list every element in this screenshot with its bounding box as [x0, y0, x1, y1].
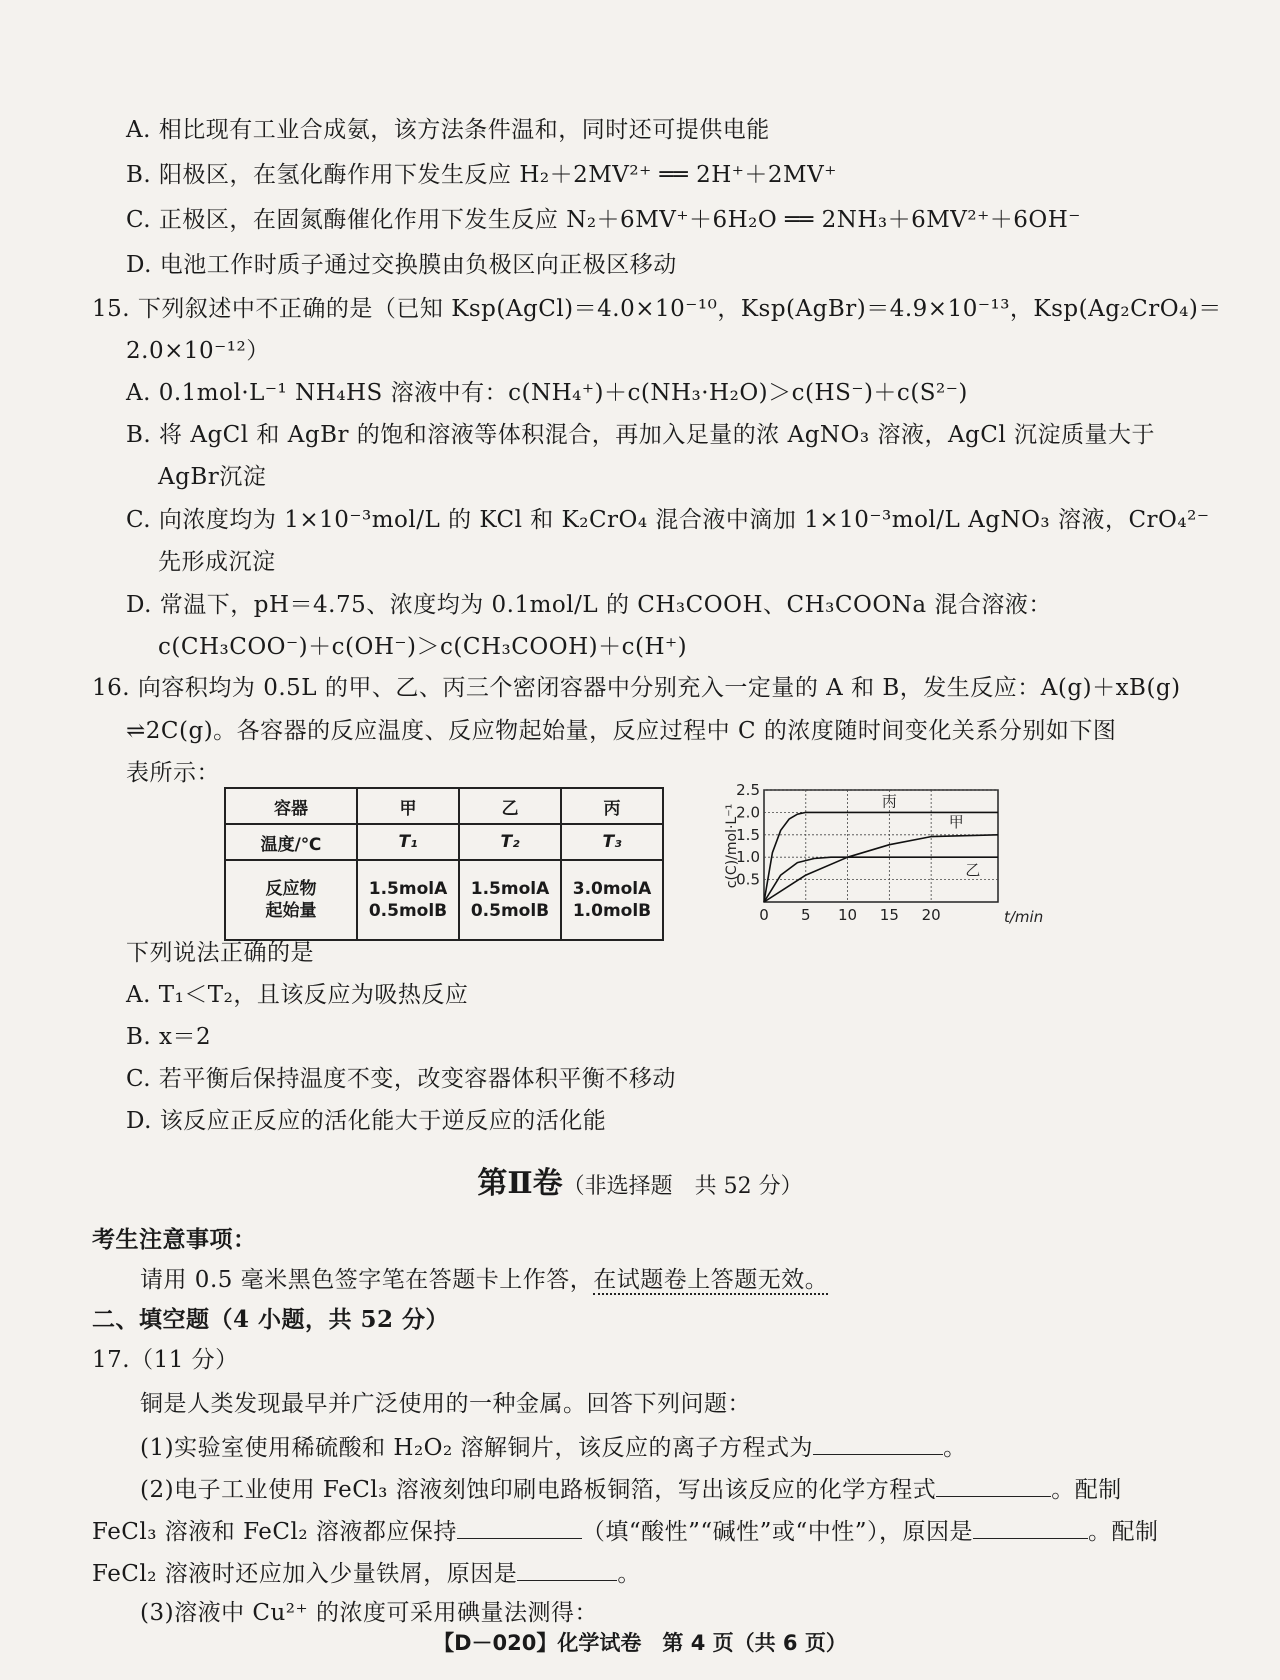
table-cell-bing-amount: [561, 860, 663, 940]
q17-part1: [140, 1432, 967, 1463]
q17-part2-line3: [92, 1558, 641, 1589]
q17-part3: (3)溶液中 Cu²⁺ 的浓度可采用碘量法测得：: [140, 1600, 598, 1626]
answer-blank[interactable]: [973, 1516, 1088, 1539]
table-header-container: 容器: [225, 788, 357, 824]
answer-blank[interactable]: [813, 1432, 943, 1455]
section-title-sub: （非选择题 共 52 分）: [562, 1174, 803, 1199]
q15-option-d-line2: c(CH₃COO⁻)＋c(OH⁻)＞c(CH₃COOH)＋c(H⁺): [158, 634, 688, 660]
q17-part2-line2-text: FeCl₃ 溶液和 FeCl₂ 溶液都应保持: [92, 1519, 457, 1545]
q15-stem-line1: 15. 下列叙述中不正确的是（已知 Ksp(AgCl)＝4.0×10⁻¹⁰，Ksp(AgBr)＝4.9×10⁻¹³，Ksp(Ag₂CrO₄)＝: [92, 296, 1222, 322]
table-cell-t1: T₁: [357, 824, 459, 860]
q17-part2-line1: [140, 1474, 1122, 1505]
series-label: 甲: [948, 812, 964, 831]
table-header-bing: 丙: [561, 788, 663, 824]
q15-option-b-line2: AgBr沉淀: [158, 464, 267, 490]
answer-blank[interactable]: [517, 1558, 617, 1581]
q17-part2-line3-text: FeCl₂ 溶液时还应加入少量铁屑，原因是: [92, 1561, 518, 1587]
q15-option-b-line1: B. 将 AgCl 和 AgBr 的饱和溶液等体积混合，再加入足量的浓 AgNO₃ 溶液，AgCl 沉淀质量大于: [126, 422, 1156, 448]
q17-part2-line2: [92, 1516, 1158, 1547]
reactant-label-line1: 反应物: [265, 879, 317, 899]
q17-part2-end: 。配制: [1051, 1477, 1122, 1503]
section-title-main: 第Ⅱ卷: [477, 1166, 563, 1201]
table-cell-temp-label: 温度/℃: [225, 824, 357, 860]
jia-amount-a: 1.5molA: [368, 879, 448, 899]
q16-option-d: D. 该反应正反应的活化能大于逆反应的活化能: [126, 1108, 607, 1134]
bing-amount-a: 3.0molA: [572, 879, 652, 899]
notice-text-emphasis: 在试题卷上答题无效。: [593, 1267, 829, 1293]
y-tick-label: 2.0: [736, 803, 760, 822]
q17-part2-line2-mid: （填“酸性”“碱性”或“中性”），原因是: [581, 1519, 973, 1545]
x-tick-label: 10: [838, 906, 858, 924]
q16-stem-line3: 表所示：: [126, 760, 220, 786]
reactant-label-line2: 起始量: [265, 901, 317, 921]
notice-text: [140, 1265, 828, 1295]
q17-part1-end: 。: [943, 1435, 967, 1461]
q16-stem-line1: 16. 向容积均为 0.5L 的甲、乙、丙三个密闭容器中分别充入一定量的 A 和 B，发生反应：A(g)＋xB(g): [92, 675, 1181, 701]
concentration-time-chart: [722, 780, 1044, 930]
series-line: [764, 835, 998, 902]
table-cell-reactant-label: [225, 860, 357, 940]
q14-option-b: B. 阳极区，在氢化酶作用下发生反应 H₂＋2MV²⁺ ══ 2H⁺＋2MV⁺: [126, 162, 837, 188]
notice-text-main: 请用 0.5 毫米黑色签字笔在答题卡上作答，: [140, 1267, 594, 1293]
q15-option-c-line1: C. 向浓度均为 1×10⁻³mol/L 的 KCl 和 K₂CrO₄ 混合液中滴加 1×10⁻³mol/L AgNO₃ 溶液，CrO₄²⁻: [126, 507, 1210, 533]
series-label: 丙: [881, 792, 897, 811]
q16-option-b: B. x＝2: [126, 1024, 212, 1050]
table-row: [225, 788, 663, 824]
x-tick-label: 5: [801, 906, 811, 924]
table-header-yi: 乙: [459, 788, 561, 824]
q14-option-c: C. 正极区，在固氮酶催化作用下发生反应 N₂＋6MV⁺＋6H₂O ══ 2NH₃＋6MV²⁺＋6OH⁻: [126, 207, 1081, 233]
q16-option-a: A. T₁＜T₂，且该反应为吸热反应: [126, 982, 469, 1008]
yi-amount-a: 1.5molA: [470, 879, 550, 899]
bing-amount-b: 1.0molB: [572, 901, 652, 921]
q17-head: 17.（11 分）: [92, 1347, 239, 1373]
y-tick-label: 1.5: [736, 825, 760, 844]
q14-option-a: A. 相比现有工业合成氨，该方法条件温和，同时还可提供电能: [126, 117, 770, 143]
x-tick-label: 0: [759, 906, 769, 924]
q17-part1-text: (1)实验室使用稀硫酸和 H₂O₂ 溶解铜片，该反应的离子方程式为: [140, 1435, 814, 1461]
yi-amount-b: 0.5molB: [470, 901, 550, 921]
q16-condition-table: [224, 787, 664, 941]
q17-part2-text: (2)电子工业使用 FeCl₃ 溶液刻蚀印刷电路板铜箔，写出该反应的化学方程式: [140, 1477, 937, 1503]
q15-option-a: A. 0.1mol·L⁻¹ NH₄HS 溶液中有：c(NH₄⁺)＋c(NH₃·H₂O)＞c(HS⁻)＋c(S²⁻): [126, 380, 968, 406]
y-tick-label: 0.5: [736, 870, 760, 889]
q17-part2-line2-end: 。配制: [1087, 1519, 1159, 1545]
q14-option-d: D. 电池工作时质子通过交换膜由负极区向正极区移动: [126, 252, 677, 278]
x-axis-label: t/min: [1004, 908, 1044, 926]
q16-stem-line2: ⇌2C(g)。各容器的反应温度、反应物起始量，反应过程中 C 的浓度随时间变化关系分别如下图: [126, 718, 1117, 744]
answer-blank[interactable]: [936, 1474, 1051, 1497]
table-cell-jia-amount: [357, 860, 459, 940]
table-row: [225, 860, 663, 940]
q17-part2-line3-end: 。: [617, 1561, 641, 1587]
table-cell-yi-amount: [459, 860, 561, 940]
table-header-jia: 甲: [357, 788, 459, 824]
table-cell-t2: T₂: [459, 824, 561, 860]
y-tick-label: 2.5: [736, 781, 760, 799]
series-label: 乙: [965, 861, 981, 880]
section-title: [0, 1164, 1280, 1207]
q15-option-d-line1: D. 常温下，pH＝4.75、浓度均为 0.1mol/L 的 CH₃COOH、CH₃COONa 混合溶液：: [126, 592, 1052, 618]
y-tick-label: 1.0: [736, 848, 760, 867]
q15-stem-line2: 2.0×10⁻¹²）: [126, 338, 270, 364]
q16-question: 下列说法正确的是: [126, 940, 314, 966]
jia-amount-b: 0.5molB: [368, 901, 448, 921]
q17-intro: 铜是人类发现最早并广泛使用的一种金属。回答下列问题：: [140, 1391, 751, 1417]
notice-title: 考生注意事项：: [92, 1226, 257, 1253]
q15-option-c-line2: 先形成沉淀: [158, 549, 276, 575]
part-title: 二、填空题（4 小题，共 52 分）: [92, 1306, 450, 1333]
table-row: [225, 824, 663, 860]
x-tick-label: 20: [921, 906, 941, 924]
x-tick-label: 15: [879, 906, 899, 924]
q16-option-c: C. 若平衡后保持温度不变，改变容器体积平衡不移动: [126, 1066, 676, 1092]
page-footer: 【D－020】化学试卷 第 4 页（共 6 页）: [433, 1631, 847, 1655]
answer-blank[interactable]: [457, 1516, 582, 1539]
y-axis-label: c(C)/mol·L⁻¹: [724, 803, 740, 889]
table-cell-t3: T₃: [561, 824, 663, 860]
